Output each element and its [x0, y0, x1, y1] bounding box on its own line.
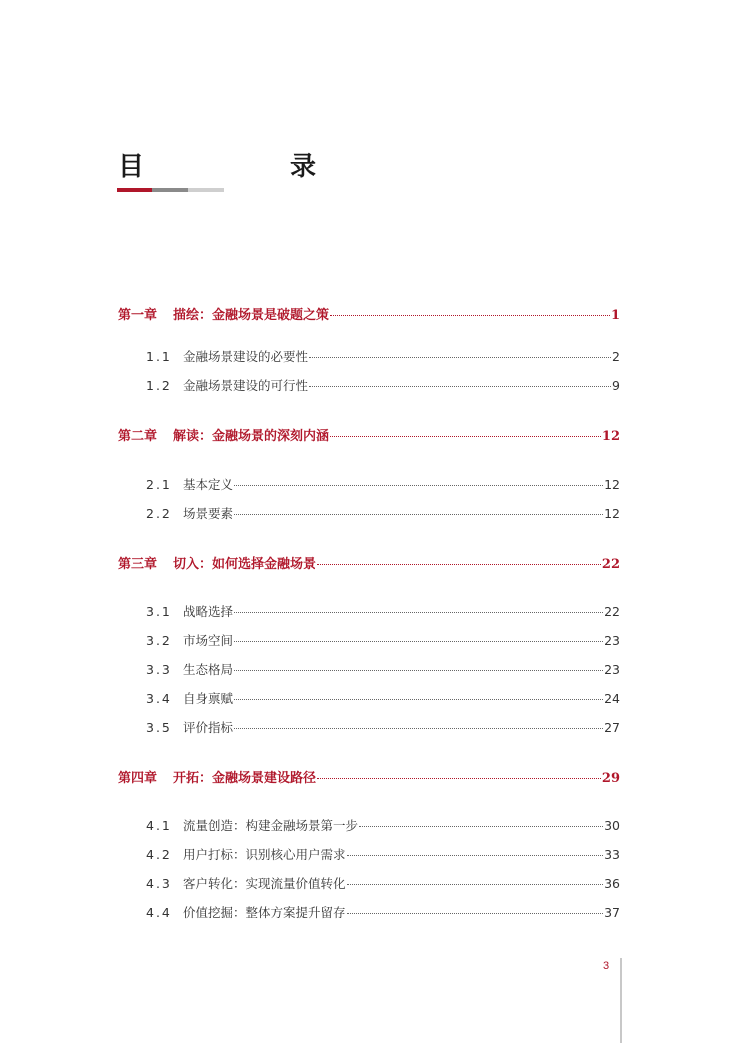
- chapter-title: 切入：如何选择金融场景: [173, 557, 317, 572]
- toc-section-3-5[interactable]: [146, 718, 620, 736]
- section-page: 30: [604, 818, 620, 833]
- section-page: 2: [612, 349, 620, 364]
- leader-dots: [234, 612, 603, 613]
- toc-chapter-4[interactable]: [118, 767, 620, 786]
- section-page: 23: [604, 662, 620, 677]
- chapter-number: 第四章: [118, 771, 158, 786]
- section-title: 金融场景建设的必要性: [183, 349, 309, 364]
- section-number: 1.1: [146, 349, 172, 364]
- section-number: 2.1: [146, 477, 172, 492]
- toc-section-4-1[interactable]: [146, 816, 620, 834]
- section-page: 9: [612, 378, 620, 393]
- toc-section-1-2[interactable]: [146, 376, 620, 394]
- section-title: 自身禀赋: [183, 691, 234, 706]
- toc-section-3-2[interactable]: [146, 631, 620, 649]
- chapter-title: 开拓：金融场景建设路径: [173, 771, 317, 786]
- leader-dots: [330, 436, 601, 437]
- toc-section-4-4[interactable]: [146, 903, 620, 921]
- section-title: 市场空间: [183, 633, 234, 648]
- toc-section-3-3[interactable]: [146, 660, 620, 678]
- page-title: 目 录: [118, 152, 377, 182]
- toc-section-3-1[interactable]: [146, 602, 620, 620]
- leader-dots: [234, 728, 603, 729]
- section-number: 4.4: [146, 905, 172, 920]
- section-page: 23: [604, 633, 620, 648]
- section-number: 4.3: [146, 876, 172, 891]
- leader-dots: [347, 855, 604, 856]
- toc-section-2-1[interactable]: [146, 475, 620, 493]
- title-underline-red: [117, 188, 152, 192]
- section-title: 客户转化：实现流量价值转化: [183, 876, 346, 891]
- leader-dots: [234, 641, 603, 642]
- section-title: 战略选择: [183, 604, 234, 619]
- section-number: 3.2: [146, 633, 172, 648]
- section-page: 37: [604, 905, 620, 920]
- section-page: 24: [604, 691, 620, 706]
- section-page: 12: [604, 506, 620, 521]
- leader-dots: [234, 514, 603, 515]
- leader-dots: [234, 699, 603, 700]
- chapter-page: 22: [601, 557, 620, 572]
- section-page: 27: [604, 720, 620, 735]
- chapter-number: 第三章: [118, 557, 158, 572]
- section-title: 金融场景建设的可行性: [183, 378, 309, 393]
- section-number: 3.3: [146, 662, 172, 677]
- section-title: 用户打标：识别核心用户需求: [183, 847, 346, 862]
- section-page: 33: [604, 847, 620, 862]
- leader-dots: [234, 485, 603, 486]
- section-number: 3.4: [146, 691, 172, 706]
- section-number: 3.1: [146, 604, 172, 619]
- section-title: 场景要素: [183, 506, 234, 521]
- section-page: 12: [604, 477, 620, 492]
- section-title: 价值挖掘：整体方案提升留存: [183, 905, 346, 920]
- chapter-page: 29: [601, 771, 620, 786]
- leader-dots: [330, 315, 610, 316]
- chapter-title: 解读：金融场景的深刻内涵: [173, 429, 330, 444]
- leader-dots: [317, 564, 601, 565]
- leader-dots: [309, 386, 611, 387]
- chapter-number: 第一章: [118, 308, 158, 323]
- margin-line: [620, 958, 622, 1043]
- section-page: 36: [604, 876, 620, 891]
- toc-section-2-2[interactable]: [146, 504, 620, 522]
- section-title: 评价指标: [183, 720, 234, 735]
- title-underline-gray: [152, 188, 188, 192]
- section-page: 22: [604, 604, 620, 619]
- section-number: 4.1: [146, 818, 172, 833]
- leader-dots: [234, 670, 603, 671]
- chapter-title: 描绘：金融场景是破题之策: [173, 308, 330, 323]
- toc-section-3-4[interactable]: [146, 689, 620, 707]
- leader-dots: [317, 778, 601, 779]
- toc-chapter-3[interactable]: [118, 553, 620, 572]
- chapter-page: 12: [601, 429, 620, 444]
- toc-section-4-3[interactable]: [146, 874, 620, 892]
- leader-dots: [347, 884, 604, 885]
- title-underline-light: [188, 188, 224, 192]
- section-title: 流量创造：构建金融场景第一步: [183, 818, 359, 833]
- chapter-page: 1: [610, 308, 620, 323]
- toc-chapter-1[interactable]: [118, 304, 620, 323]
- section-number: 4.2: [146, 847, 172, 862]
- section-number: 2.2: [146, 506, 172, 521]
- leader-dots: [359, 826, 603, 827]
- section-number: 3.5: [146, 720, 172, 735]
- section-title: 生态格局: [183, 662, 234, 677]
- section-title: 基本定义: [183, 477, 234, 492]
- page-number: 3: [603, 960, 610, 972]
- toc-chapter-2[interactable]: [118, 425, 620, 444]
- toc-section-4-2[interactable]: [146, 845, 620, 863]
- section-number: 1.2: [146, 378, 172, 393]
- toc-section-1-1[interactable]: [146, 347, 620, 365]
- leader-dots: [347, 913, 604, 914]
- leader-dots: [309, 357, 611, 358]
- chapter-number: 第二章: [118, 429, 158, 444]
